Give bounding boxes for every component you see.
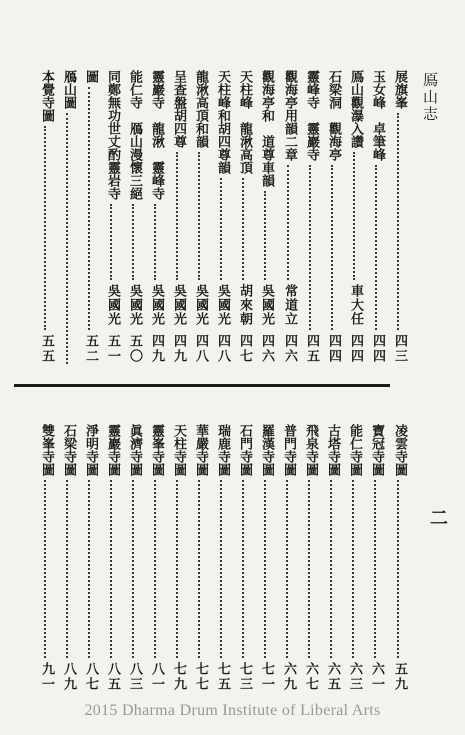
toc-entry-title: 古塔寺圖 (325, 424, 340, 476)
section-divider (14, 384, 390, 387)
toc-entry-page: 八五 (105, 662, 120, 692)
toc-entry-title: 石梁洞 觀海亭 (326, 70, 341, 161)
dot-leader (353, 152, 355, 280)
toc-entry-title: 普門寺圖 (281, 424, 296, 476)
dot-leader (397, 113, 399, 330)
toc-entry-page: 四六 (259, 334, 274, 364)
toc-figure-entry (367, 424, 385, 706)
toc-entry-title: 能仁寺圖 (347, 424, 362, 476)
toc-figure-entry (59, 424, 77, 706)
toc-entry-title: 石門寺圖 (237, 424, 252, 476)
toc-entry-title: 龍湫高頂和韻 (193, 70, 208, 148)
dot-leader (66, 480, 68, 658)
toc-entry (169, 70, 187, 378)
dot-leader (242, 178, 244, 280)
watermark: 2015 Dharma Drum Institute of Liberal Arts (84, 702, 381, 719)
toc-entry-page: 六五 (325, 662, 340, 692)
toc-figure-entry (191, 424, 209, 706)
toc-entry (368, 70, 386, 378)
toc-entry-page: 五五 (39, 334, 54, 364)
dot-leader (286, 480, 288, 658)
toc-entry-page: 八一 (149, 662, 164, 692)
toc-entry-title: 羅漢寺圖 (259, 424, 274, 476)
dot-leader (220, 480, 222, 658)
toc-figure-entry (125, 424, 143, 706)
toc-entry (147, 70, 165, 378)
dot-leader (264, 480, 266, 658)
toc-entry-page: 四九 (149, 334, 164, 364)
toc-entry-page: 四四 (348, 334, 363, 364)
toc-entry-page: 四八 (215, 334, 230, 364)
toc-entry (125, 70, 143, 378)
toc-figure-entry (81, 424, 99, 706)
dot-leader (308, 480, 310, 658)
dot-leader (242, 480, 244, 658)
toc-entry-title: 本覺寺圖 (39, 70, 54, 122)
dot-leader (198, 480, 200, 658)
toc-entry (37, 70, 55, 378)
toc-entry-page: 四六 (282, 334, 297, 364)
toc-entry (191, 70, 209, 378)
toc-entry-title: 呈查盤胡四尊 (171, 70, 186, 148)
toc-figure-entry (390, 424, 408, 706)
dot-leader (220, 178, 222, 280)
toc-entry-author: 吳國光 (149, 284, 164, 326)
toc-entry (346, 70, 364, 378)
toc-entry-author: 車大任 (348, 284, 363, 326)
toc-entry-page: 四八 (193, 334, 208, 364)
dot-leader (66, 113, 68, 364)
toc-entry-title: 寶冠寺圖 (369, 424, 384, 476)
toc-figure-entry (235, 424, 253, 706)
toc-entry-page: 四三 (392, 334, 407, 364)
toc-entry-page: 七三 (237, 662, 252, 692)
dot-leader (132, 204, 134, 280)
toc-figure-entry (301, 424, 319, 706)
toc-entry-page: 七五 (215, 662, 230, 692)
toc-entry-page: 五一 (105, 334, 120, 364)
toc-entry-title: 天柱寺圖 (171, 424, 186, 476)
toc-entry-page: 四七 (237, 334, 252, 364)
toc-entry-page: 六七 (303, 662, 318, 692)
toc-entry-author: 吳國光 (171, 284, 186, 326)
toc-entry-title: 玉女峰 卓筆峰 (370, 70, 385, 161)
toc-entry-title: 淨明寺圖 (83, 424, 98, 476)
toc-entry (213, 70, 231, 378)
toc-entry-page: 七一 (259, 662, 274, 692)
dot-leader (309, 165, 311, 330)
toc-entry-author: 吳國光 (215, 284, 230, 326)
toc-figure-entry (257, 424, 275, 706)
dot-leader (176, 480, 178, 658)
toc-entry-title: 能仁寺 鴈山漫懷三絕 (127, 70, 142, 200)
toc-entry-title: 靈巖寺 龍湫 靈峰寺 (149, 70, 164, 200)
toc-entry-page: 五九 (392, 662, 407, 692)
dot-leader (331, 165, 333, 330)
toc-entry-title: 凌雲寺圖 (392, 424, 407, 476)
toc-entry-title: 觀海亭和 道尊車韻 (259, 70, 274, 187)
toc-entry (59, 70, 77, 378)
toc-figure-entry (323, 424, 341, 706)
toc-entry-title: 鴈山圖 (61, 70, 76, 109)
toc-entry-title: 觀海亭用韻二章 (282, 70, 297, 161)
toc-figure-entry (103, 424, 121, 706)
toc-entry-page: 八七 (83, 662, 98, 692)
toc-entry-author: 胡來朝 (237, 284, 252, 326)
dot-leader (88, 480, 90, 658)
toc-entry (280, 70, 298, 378)
dot-leader (264, 191, 266, 280)
toc-entry (390, 70, 408, 378)
page-title: 鳫山志 (421, 72, 439, 123)
toc-entry-title: 展旗峯 (392, 70, 407, 109)
toc-entry-title: 瑞鹿寺圖 (215, 424, 230, 476)
toc-entry (324, 70, 342, 378)
toc-entry-title: 華嚴寺圖 (193, 424, 208, 476)
toc-entry-page: 四四 (370, 334, 385, 364)
toc-figure-entry (37, 424, 55, 706)
dot-leader (352, 480, 354, 658)
dot-leader (110, 204, 112, 280)
toc-entry-author: 吳國光 (193, 284, 208, 326)
toc-entry-title: 雙峯寺圖 (39, 424, 54, 476)
toc-entry-title: 靈峯寺圖 (149, 424, 164, 476)
toc-entry-title: 圖 (83, 70, 98, 83)
toc-entry (103, 70, 121, 378)
dot-leader (44, 126, 46, 330)
toc-entry-page: 五二 (83, 334, 98, 364)
toc-entry-author: 吳國光 (105, 284, 120, 326)
toc-entry-author: 常道立 (282, 284, 297, 326)
toc-entry-page: 八九 (61, 662, 76, 692)
toc-entry-title: 飛泉寺圖 (303, 424, 318, 476)
toc-entry (235, 70, 253, 378)
dot-leader (176, 152, 178, 280)
dot-leader (110, 480, 112, 658)
page-number: 二 (427, 508, 448, 526)
toc-entry-title: 同鄭無功世丈酌靈岩寺 (105, 70, 120, 200)
toc-entry-title: 靈巖寺圖 (105, 424, 120, 476)
dot-leader (88, 87, 90, 330)
dot-leader (287, 165, 289, 280)
toc-entry-page: 六一 (369, 662, 384, 692)
toc-figure-entry (279, 424, 297, 706)
dot-leader (374, 480, 376, 658)
toc-entry-title: 石梁寺圖 (61, 424, 76, 476)
dot-leader (154, 480, 156, 658)
dot-leader (375, 165, 377, 330)
dot-leader (198, 152, 200, 280)
toc-figure-entry (213, 424, 231, 706)
toc-entry-title: 靈峰寺 靈巖寺 (304, 70, 319, 161)
toc-figure-entry (147, 424, 165, 706)
toc-entry-page: 七九 (171, 662, 186, 692)
toc-figure-entry (169, 424, 187, 706)
toc-figure-entry (345, 424, 363, 706)
toc-entry (257, 70, 275, 378)
toc-entry-page: 四五 (304, 334, 319, 364)
dot-leader (132, 480, 134, 658)
toc-entry-page: 六九 (281, 662, 296, 692)
toc-entry-page: 六三 (347, 662, 362, 692)
toc-entry-page: 五〇 (127, 334, 142, 364)
toc-entry-page: 七七 (193, 662, 208, 692)
toc-entry-page: 九一 (39, 662, 54, 692)
dot-leader (44, 480, 46, 658)
toc-entry (302, 70, 320, 378)
toc-entry-title: 鳫山觀瀑入讚 (348, 70, 363, 148)
toc-entry-author: 吳國光 (127, 284, 142, 326)
toc-entry-title: 天柱峰 龍湫高頂 (237, 70, 252, 174)
toc-entry-page: 八三 (127, 662, 142, 692)
toc-entry-title: 眞濟寺圖 (127, 424, 142, 476)
dot-leader (330, 480, 332, 658)
toc-entry-author: 吳國光 (259, 284, 274, 326)
dot-leader (154, 204, 156, 280)
toc-entry-title: 天柱峰和胡四尊韻 (215, 70, 230, 174)
toc-entry-page: 四九 (171, 334, 186, 364)
dot-leader (397, 480, 399, 658)
toc-entry-page: 四四 (326, 334, 341, 364)
toc-entry (81, 70, 99, 378)
